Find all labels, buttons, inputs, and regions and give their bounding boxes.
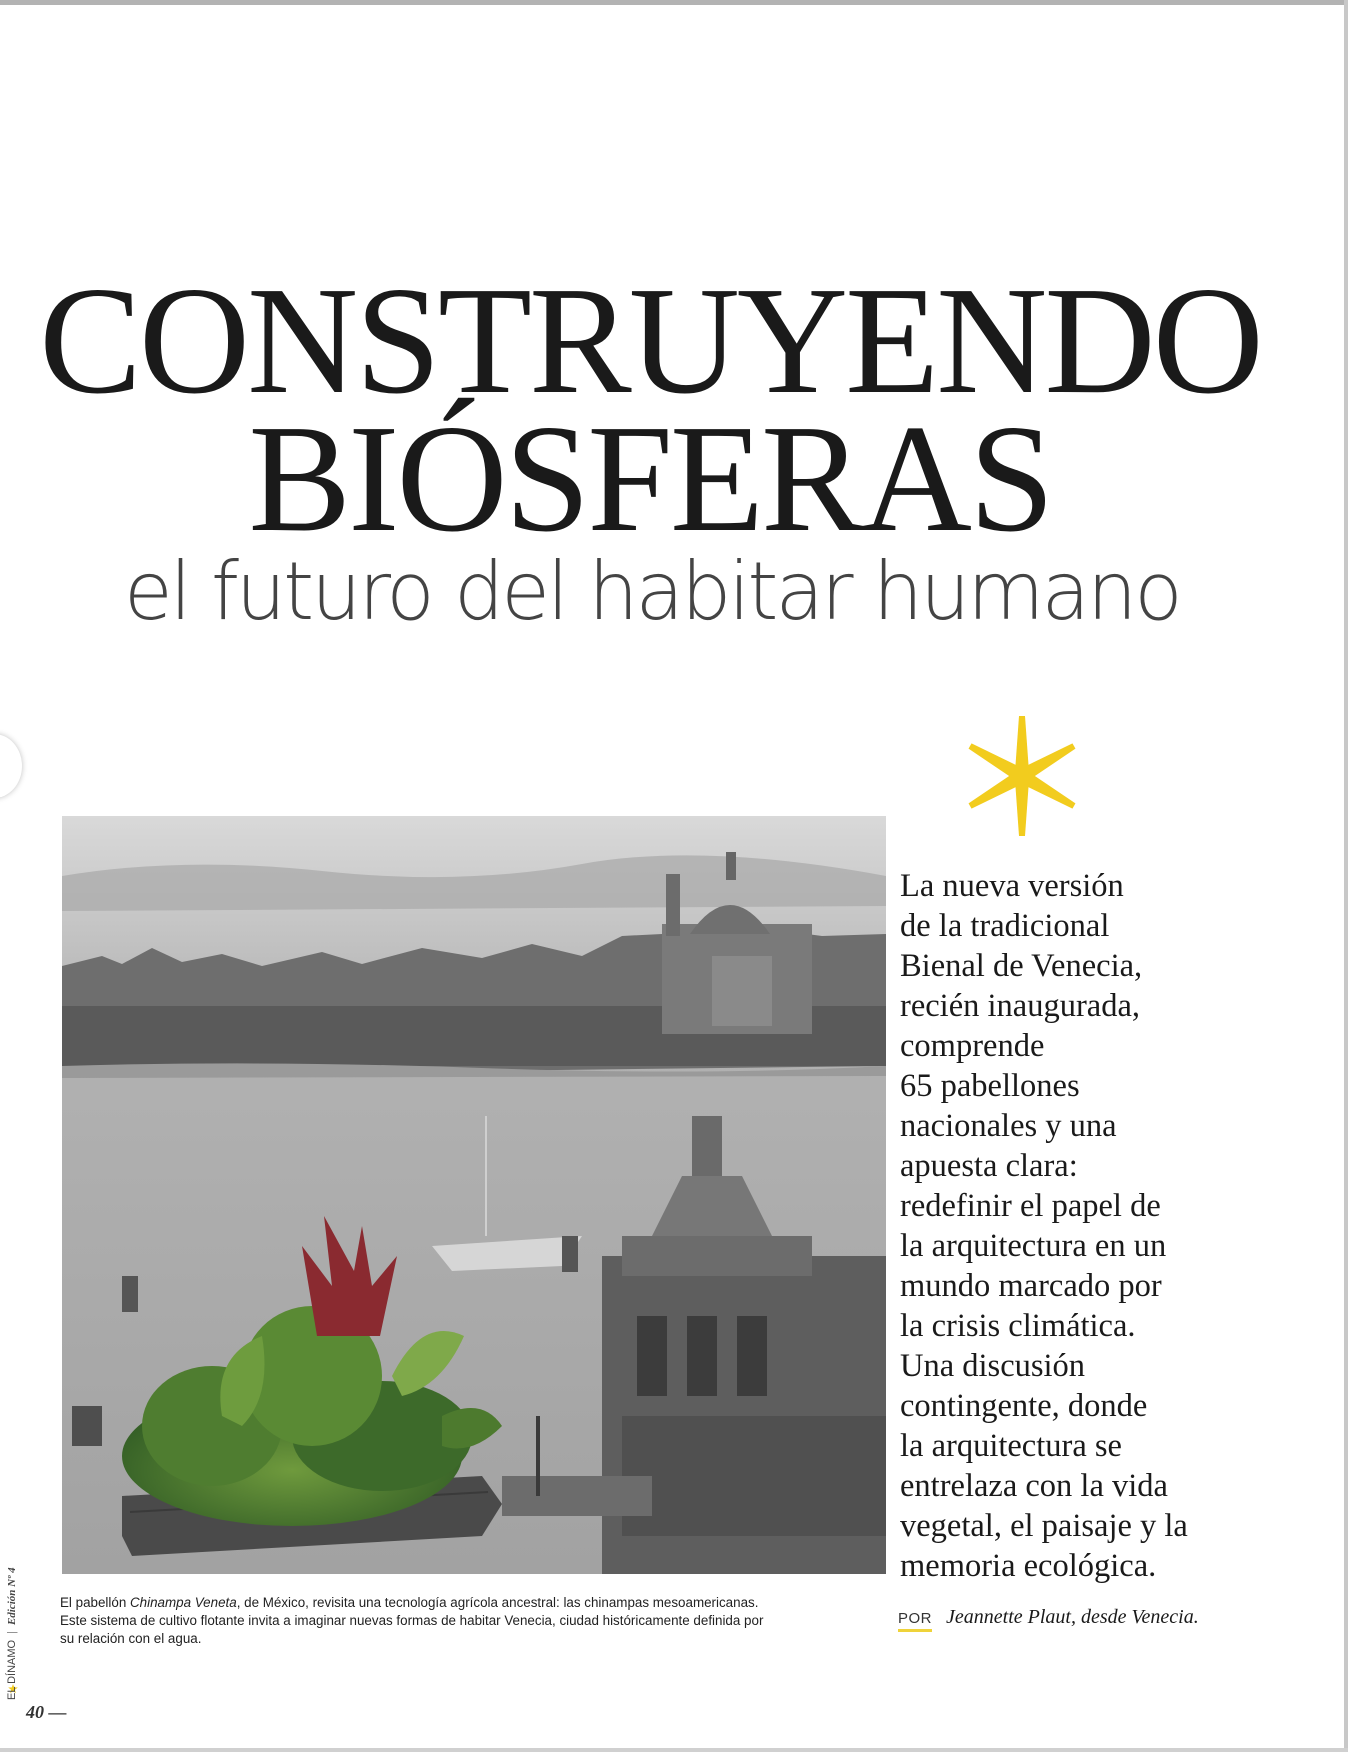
intro-line: recién inaugurada, <box>900 988 1141 1024</box>
intro-line: apuesta clara: <box>900 1148 1078 1184</box>
intro-line: comprende <box>900 1028 1045 1064</box>
bottom-edge-rule <box>0 1748 1348 1752</box>
page-number: 40 — <box>26 1702 67 1722</box>
caption-pavilion-name: Chinampa Veneta <box>129 1595 237 1610</box>
page-turn-handle[interactable] <box>0 734 22 798</box>
headline-line-1: CONSTRUYENDO <box>39 256 1261 426</box>
edition-number: Edición Nº 4 <box>6 1567 18 1626</box>
top-edge-rule <box>0 0 1348 5</box>
asterisk-icon <box>958 712 1086 840</box>
byline-author: Jeannette Plaut, desde Venecia. <box>946 1606 1199 1628</box>
intro-line: la arquitectura se <box>900 1428 1122 1464</box>
caption-lead: El pabellón <box>60 1595 130 1610</box>
byline <box>898 1606 1199 1629</box>
intro-line: entrelaza con la vida <box>900 1468 1168 1504</box>
byline-prefix: POR <box>898 1610 932 1632</box>
intro-paragraph <box>900 866 1230 1586</box>
intro-line: la crisis climática. <box>900 1308 1136 1344</box>
intro-line: nacionales y una <box>900 1108 1117 1144</box>
article-subheadline: el futuro del habitar humano <box>124 545 1180 638</box>
intro-line: vegetal, el paisaje y la <box>900 1508 1188 1544</box>
intro-line: contingente, donde <box>900 1388 1148 1424</box>
intro-line: Bienal de Venecia, <box>900 948 1143 984</box>
intro-line: redefinir el papel de <box>900 1188 1161 1224</box>
magazine-edition-label <box>4 1480 20 1700</box>
headline-line-2: BIÓSFERAS <box>248 394 1052 564</box>
article-headline <box>0 256 1300 564</box>
intro-line: memoria ecológica. <box>900 1548 1157 1584</box>
intro-line: La nueva versión <box>900 868 1124 904</box>
venice-lagoon-photo <box>62 816 886 1574</box>
intro-line: de la tradicional <box>900 908 1110 944</box>
intro-line: mundo marcado por <box>900 1268 1162 1304</box>
label-separator: | <box>6 1631 18 1634</box>
caption-text: , de México, revisita una tecnología agrícola ancestral: las chinampas mesoamericanas. Este sistema de cultivo flotante invita a imaginar nuevas formas de habitar Venecia, ciudad históricamente definida por su relación con el agua. <box>60 1595 764 1646</box>
intro-line: 65 pabellones <box>900 1068 1080 1104</box>
right-edge-rule <box>1344 0 1348 1752</box>
photo-caption <box>60 1594 780 1648</box>
magazine-name: EL DÍNAMO <box>6 1639 18 1700</box>
intro-line: Una discusión <box>900 1348 1086 1384</box>
intro-line: la arquitectura en un <box>900 1228 1167 1264</box>
